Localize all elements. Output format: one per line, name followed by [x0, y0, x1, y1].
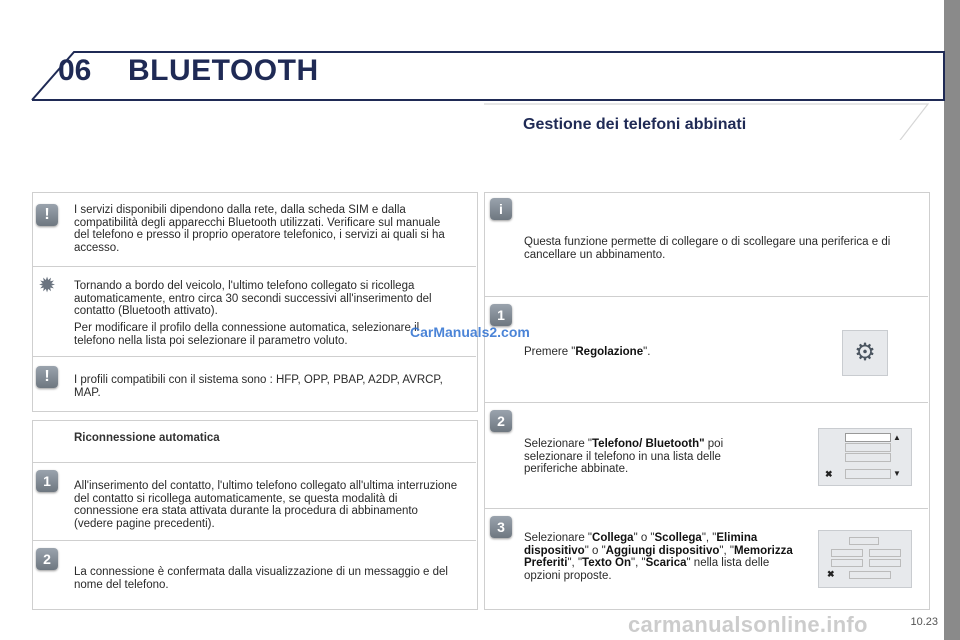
step-1-icon: 1 — [490, 304, 512, 326]
section-title: Gestione dei telefoni abbinati — [523, 116, 747, 133]
step-2-icon: 2 — [490, 410, 512, 432]
page-number: 10.23 — [910, 616, 938, 628]
note-profile-change: Per modificare il profilo della connessione automatica, selezionare il telefono nella lista poi selezionare il parametro voluto. — [74, 322, 420, 347]
divider — [484, 296, 928, 297]
settings-button-thumbnail — [842, 330, 888, 376]
note-sim-services: I servizi disponibili dipendono dalla rete, dalla scheda SIM e dalla compatibilità degli apparecchi Bluetooth utilizzati. Verificare sul manuale del telefono e presso il proprio operatore telefonico, i servizi ai quali si ha accesso. — [74, 204, 445, 254]
divider — [32, 540, 476, 541]
step-2-icon: 2 — [36, 548, 58, 570]
up-arrow-icon: ▲ — [893, 433, 901, 442]
chapter-number: 06 — [58, 54, 92, 87]
info-icon: i — [490, 198, 512, 220]
note-auto-reconnect: Tornando a bordo del veicolo, l'ultimo telefono collegato si ricollega automaticamente, entro circa 30 secondi successivi all'inserimento del contatto (Bluetooth attivato). — [74, 280, 432, 317]
gear-icon: ⚙ — [854, 339, 876, 366]
divider — [32, 266, 476, 267]
close-icon: ✖ — [825, 469, 833, 479]
info-text: Questa funzione permette di collegare o di scollegare una periferica e di cancellare un abbinamento. — [524, 236, 891, 261]
reconnect-title: Riconnessione automatica — [74, 432, 220, 444]
step-1-text: Premere "Regolazione". — [524, 346, 651, 358]
step-3-icon: 3 — [490, 516, 512, 538]
sun-icon: ✹ — [39, 275, 55, 295]
warning-icon: ! — [36, 204, 58, 226]
reconnect-step-1: All'inserimento del contatto, l'ultimo telefono collegato all'ultima interruzione del contatto si ricollega automaticamente, se questa modalità di connessione era stata attivata durante la procedura di abbinamento (vedere pagine precedenti). — [74, 480, 458, 530]
step-2-text: Selezionare "Telefono/ Bluetooth" poi selezionare il telefono in una lista delle periferiche abbinate. — [524, 438, 724, 475]
divider — [484, 508, 928, 509]
step-1-icon: 1 — [36, 470, 58, 492]
footer-watermark: carmanualsonline.info — [628, 612, 868, 637]
divider — [32, 462, 476, 463]
watermark: CarManuals2.com — [410, 324, 530, 340]
chapter-title: BLUETOOTH — [128, 54, 319, 87]
divider — [32, 356, 476, 357]
warning-icon: ! — [36, 366, 58, 388]
step-3-text: Selezionare "Collega" o "Scollega", "Elimina dispositivo" o "Aggiungi dispositivo", "Memorizza Preferiti", "Texto On", "Scarica" nella lista delle opzioni proposte. — [524, 532, 793, 582]
device-list-thumbnail — [818, 428, 912, 486]
reconnect-step-2: La connessione è confermata dalla visualizzazione di un messaggio e del nome del telefono. — [74, 566, 448, 591]
down-arrow-icon: ▼ — [893, 469, 901, 478]
close-icon: ✖ — [827, 569, 835, 579]
options-list-thumbnail — [818, 530, 912, 588]
divider — [484, 402, 928, 403]
note-profiles: I profili compatibili con il sistema sono : HFP, OPP, PBAP, A2DP, AVRCP, MAP. — [74, 374, 443, 399]
